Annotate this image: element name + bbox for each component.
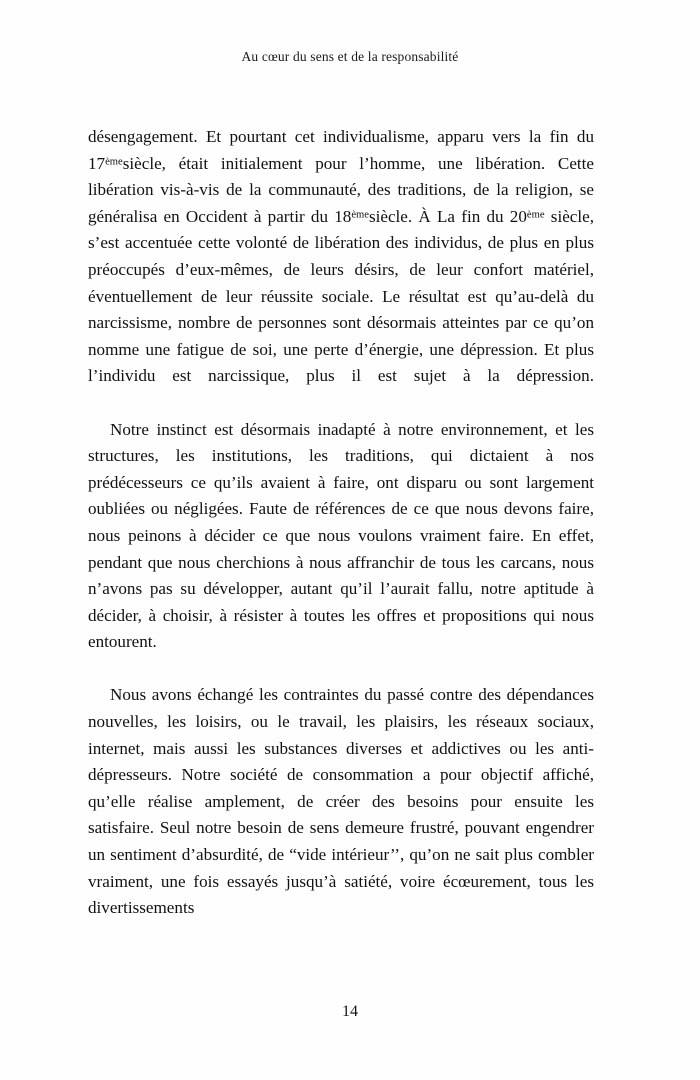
- text-run: Nous avons échangé les contraintes du passé contre des dépendances nouvelles, les loisirs, ou le travail, les plaisirs, les réseaux sociaux, internet, mais aussi les substances diverses et addictives ou les anti-dépresseurs. Notre société de consommation a pour objectif affiché, qu’elle réalise amplement, de créer des besoins pour ensuite les satisfaire. Seul notre besoin de sens demeure frustré, pouvant engendrer un sentiment d’absurdité, de “vide intérieur’’, qu’on ne sait plus combler vraiment, une fois essayés jusqu’à satiété, voire écœurement, tous les divertissements: [88, 685, 594, 918]
- body-text-column: [88, 124, 594, 948]
- text-run: Notre instinct est désormais inadapté à notre environnement, et les structures, les institutions, les traditions, qui dictaient à nos prédécesseurs ce qu’ils avaient à faire, ont disparu ou sont largement oubliées ou négligées. Faute de références de ce que nous devons faire, nous peinons à décider ce que nous voulons vraiment faire. En effet, pendant que nous cherchions à nous affranchir de tous les carcans, nous n’avons pas su développer, autant qu’il l’aurait fallu, notre aptitude à décider, à choisir, à résister à toutes les offres et propositions qui nous entourent.: [88, 419, 594, 652]
- ordinal-superscript: ème: [526, 209, 545, 221]
- running-head: Au cœur du sens et de la responsabilité: [241, 49, 459, 64]
- page-number: 14: [342, 1003, 358, 1020]
- text-run: siècle. À La fin du 20: [368, 206, 527, 226]
- paragraph: [88, 124, 594, 417]
- text-run: siècle, était initialement pour l’homme, une libération. Cette libération vis-à-vis de la communauté, des traditions, de la religion, se généralisa en Occident à partir du 18: [88, 153, 594, 226]
- ordinal-superscript: ème: [351, 209, 369, 221]
- ordinal-superscript: ème: [105, 156, 123, 168]
- paragraph: [88, 417, 594, 683]
- text-run: siècle, s’est accentuée cette volonté de libération des individus, de plus en plus préoccupés d’eux-mêmes, de leurs désirs, de leur confort matériel, éventuellement de leur réussite sociale. Le résultat est qu’au-delà du narcissisme, nombre de personnes sont désormais atteintes par ce qu’on nomme une fatigue de soi, une perte d’énergie, une dépression. Et plus l’individu est narcissique, plus il est sujet à la dépression.: [88, 206, 594, 386]
- text-run: désengagement. Et pourtant cet individualisme, apparu vers la fin du 17: [88, 127, 594, 173]
- paragraph: [88, 682, 594, 948]
